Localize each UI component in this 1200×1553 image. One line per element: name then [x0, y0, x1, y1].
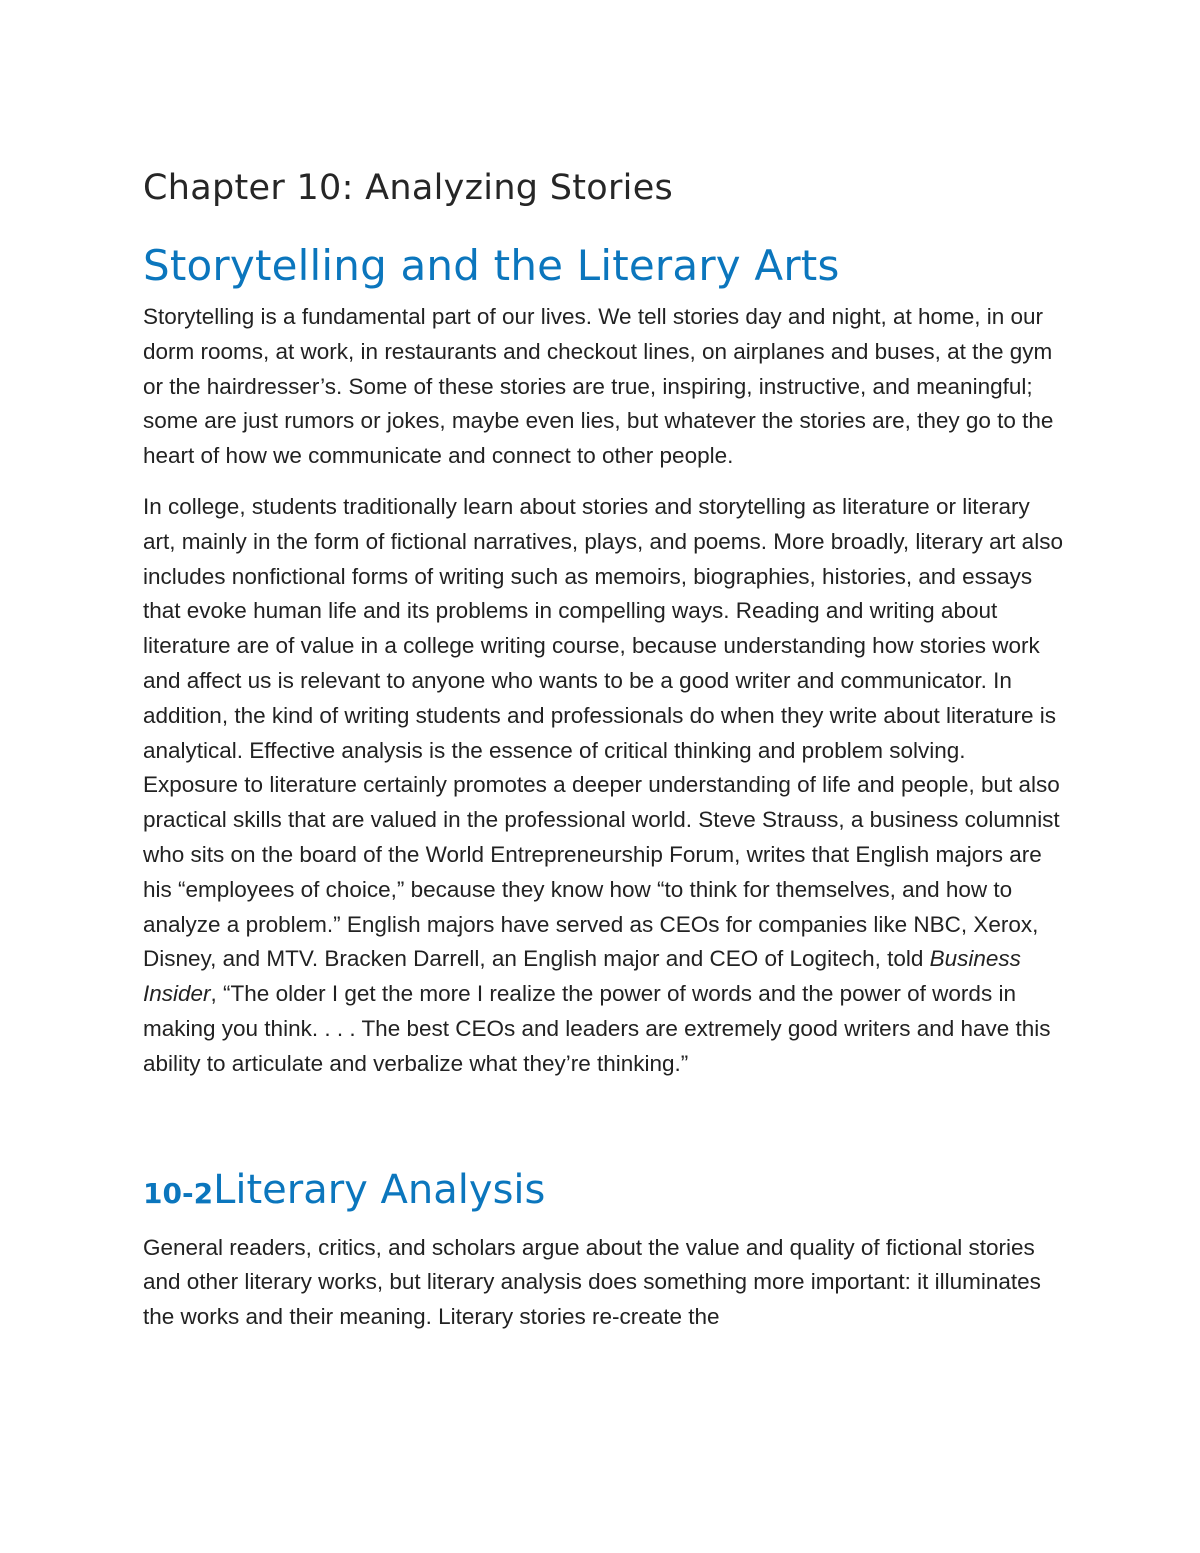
- section-title: Literary Analysis: [213, 1166, 546, 1213]
- paragraph-literary-analysis: General readers, critics, and scholars argue about the value and quality of fictional stories and other literary works, but literary analysis does something more important: it illuminates the works and their meaning. Literary stories re-create the: [143, 1234, 1041, 1330]
- chapter-title: Chapter 10: Analyzing Stories: [143, 168, 674, 208]
- paragraph-text-part1: In college, students traditionally learn about stories and storytelling as literature or literary art, mainly in the form of fictional narratives, plays, and poems. More broadly, literary art also includes nonfictional forms of writing such as memoirs, biographies, histories, and essays that evoke human life and its problems in compelling ways. Reading and writing about literature are of value in a college writing course, because understanding how stories work and affect us is relevant to anyone who wants to be a good writer and communicator. In addition, the kind of writing students and professionals do when they write about literature is analytical. Effective analysis is the essence of critical thinking and problem solving. Exposure to literature certainly promotes a deeper understanding of life and people, but also practical skills that are valued in the professional world. Steve Strauss, a business columnist who sits on the board of the World Entrepreneurship Forum, writes that English majors are his “employees of choice,” because they know how “to think for themselves, and how to analyze a problem.” English majors have served as CEOs for companies like NBC, Xerox, Disney, and MTV. Bracken Darrell, an English major and CEO of Logitech, told: [143, 493, 1063, 972]
- document-body: [143, 160, 1063, 1351]
- section-number: 10-2: [143, 1176, 214, 1210]
- paragraph-college-literature: [143, 490, 1063, 1082]
- publication-title: Business Insider: [143, 946, 1021, 1007]
- section-heading-storytelling: Storytelling and the Literary Arts: [143, 241, 840, 290]
- paragraph-text-part2: , “The older I get the more I realize the power of words and the power of words in making you think. . . . The best CEOs and leaders are extremely good writers and have this ability to articulate and verbalize what they’re thinking.”: [143, 981, 1051, 1076]
- paragraph-storytelling-intro: Storytelling is a fundamental part of our lives. We tell stories day and night, at home, in our dorm rooms, at work, in restaurants and checkout lines, on airplanes and buses, at the gym or the hairdresser’s. Some of these stories are true, inspiring, instructive, and meaningful; some are just rumors or jokes, maybe even lies, but whatever the stories are, they go to the heart of how we communicate and connect to other people.: [143, 304, 1054, 469]
- section-heading-literary-analysis: [143, 1162, 1063, 1227]
